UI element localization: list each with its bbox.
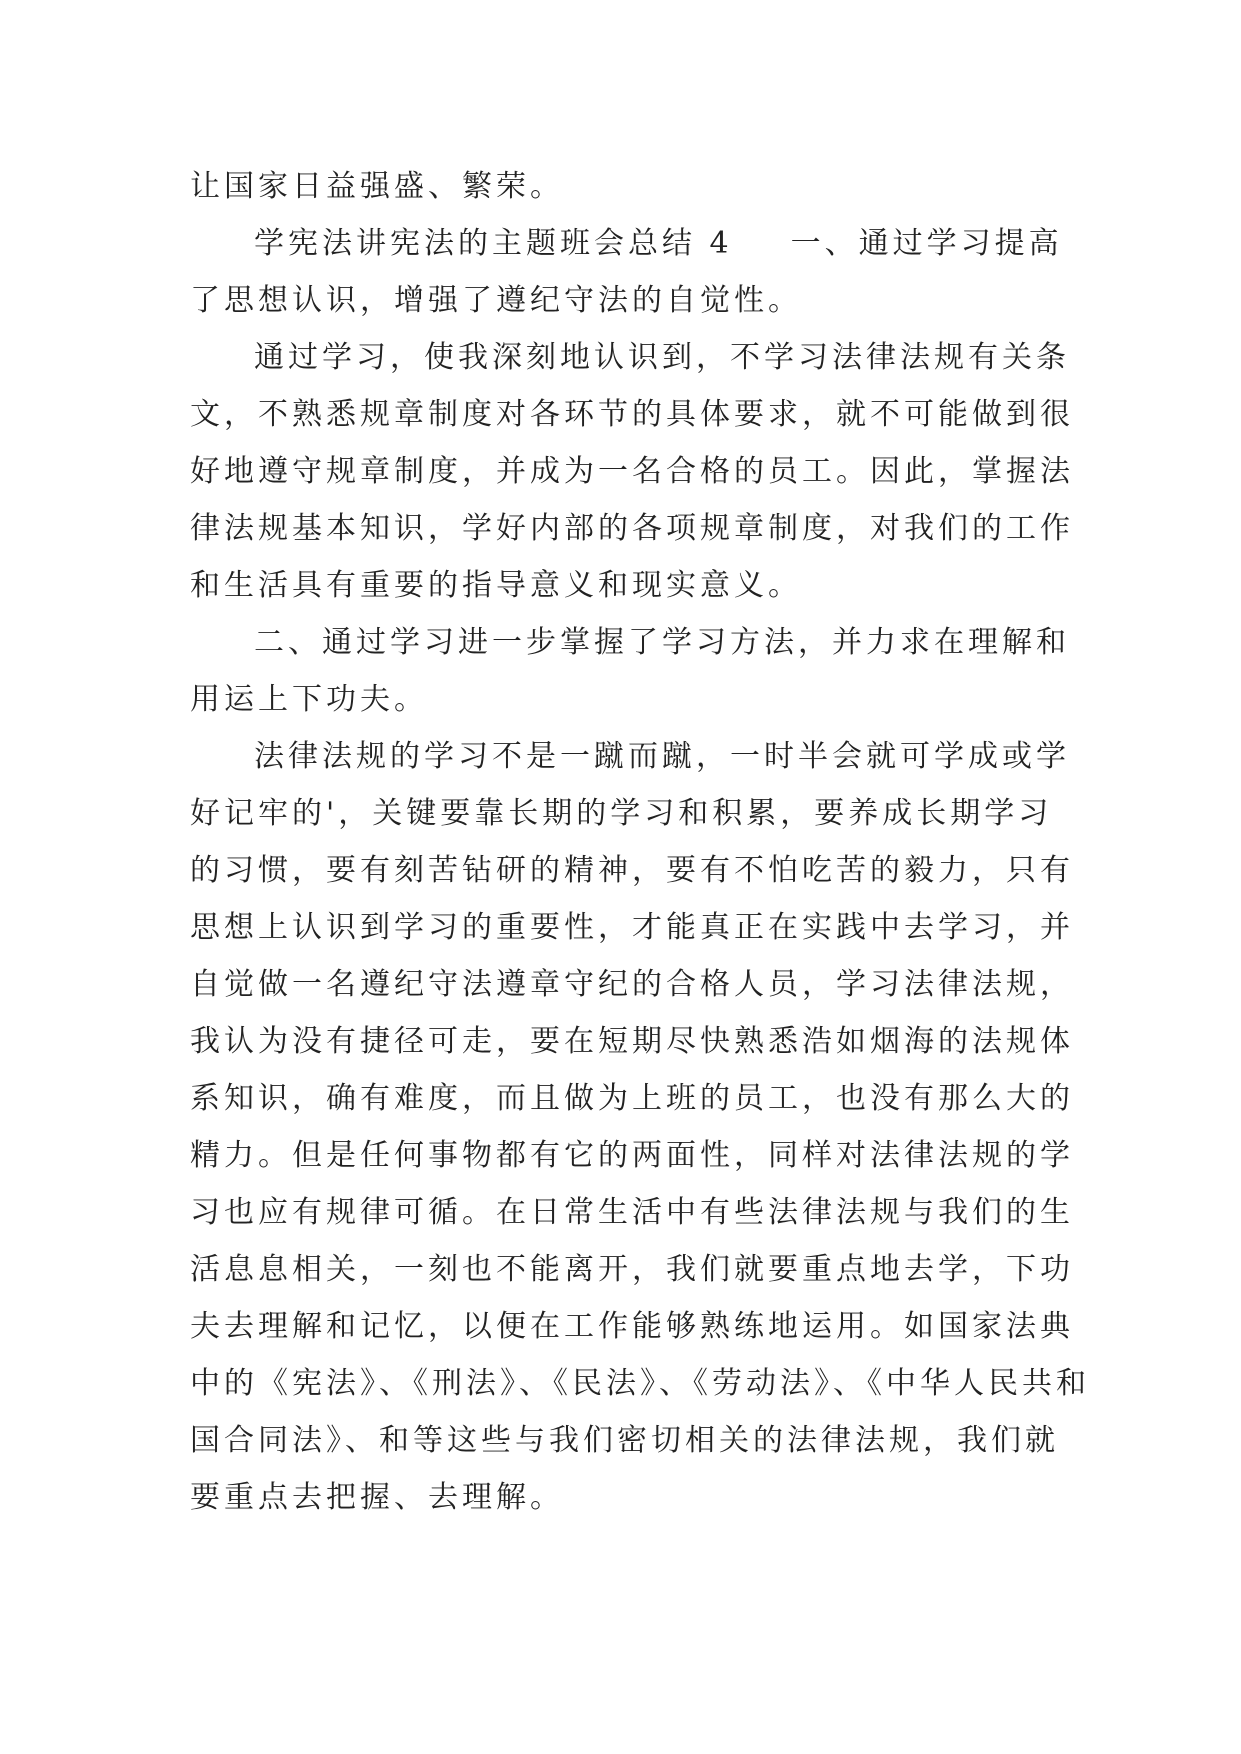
text-line-17: 系知识，确有难度，而且做为上班的员工，也没有那么大的 bbox=[190, 1081, 1074, 1116]
section-point-one: 一、通过学习提高 bbox=[790, 226, 1063, 261]
text-line-9: 二、通过学习进一步掌握了学习方法，并力求在理解和 bbox=[254, 625, 1070, 660]
text-line-1: 让国家日益强盛、繁荣。 bbox=[190, 169, 564, 204]
text-line-12: 好记牢的'，关键要靠长期的学习和积累，要养成长期学习 bbox=[190, 796, 1053, 831]
text-line-22: 中的《宪法》、《刑法》、《民法》、《劳动法》、《中华人民共和 bbox=[190, 1366, 1090, 1401]
text-line-19: 习也应有规律可循。在日常生活中有些法律法规与我们的生 bbox=[190, 1195, 1074, 1230]
text-line-3: 了思想认识，增强了遵纪守法的自觉性。 bbox=[190, 283, 802, 318]
document-body bbox=[190, 158, 1090, 1526]
text-line-13: 的习惯，要有刻苦钻研的精神，要有不怕吃苦的毅力，只有 bbox=[190, 853, 1074, 888]
text-line-14: 思想上认识到学习的重要性，才能真正在实践中去学习，并 bbox=[190, 910, 1074, 945]
text-line-5: 文，不熟悉规章制度对各环节的具体要求，就不可能做到很 bbox=[190, 397, 1074, 432]
text-line-15: 自觉做一名遵纪守法遵章守纪的合格人员，学习法律法规， bbox=[190, 967, 1074, 1002]
section-heading: 学宪法讲宪法的主题班会总结 4 bbox=[254, 226, 733, 261]
text-line-2 bbox=[190, 215, 1063, 272]
text-line-21: 夫去理解和记忆，以便在工作能够熟练地运用。如国家法典 bbox=[190, 1309, 1074, 1344]
text-line-24: 要重点去把握、去理解。 bbox=[190, 1480, 564, 1515]
text-line-18: 精力。但是任何事物都有它的两面性，同样对法律法规的学 bbox=[190, 1138, 1074, 1173]
text-line-11: 法律法规的学习不是一蹴而蹴，一时半会就可学成或学 bbox=[254, 739, 1070, 774]
text-line-8: 和生活具有重要的指导意义和现实意义。 bbox=[190, 568, 802, 603]
text-line-23: 国合同法》、和等这些与我们密切相关的法律法规，我们就 bbox=[190, 1423, 1059, 1458]
text-line-4: 通过学习，使我深刻地认识到，不学习法律法规有关条 bbox=[254, 340, 1070, 375]
text-line-7: 律法规基本知识，学好内部的各项规章制度，对我们的工作 bbox=[190, 511, 1074, 546]
text-line-20: 活息息相关，一刻也不能离开，我们就要重点地去学，下功 bbox=[190, 1252, 1074, 1287]
text-line-16: 我认为没有捷径可走，要在短期尽快熟悉浩如烟海的法规体 bbox=[190, 1024, 1074, 1059]
text-line-10: 用运上下功夫。 bbox=[190, 682, 428, 717]
text-line-6: 好地遵守规章制度，并成为一名合格的员工。因此，掌握法 bbox=[190, 454, 1074, 489]
